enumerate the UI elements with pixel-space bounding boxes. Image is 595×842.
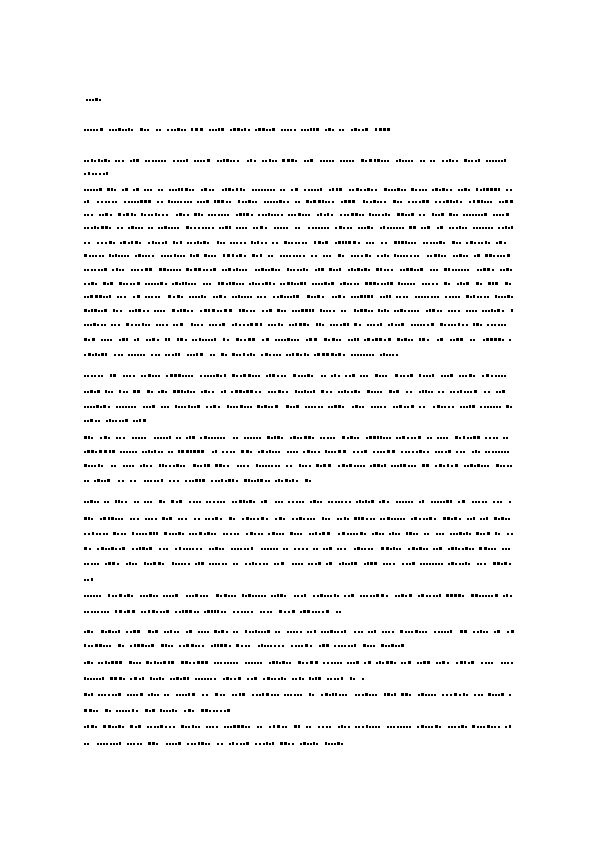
text-line	[86, 98, 101, 101]
text-line	[84, 405, 512, 408]
text-line	[84, 725, 511, 728]
text-line	[84, 610, 341, 613]
text-line	[84, 677, 364, 680]
text-line	[84, 709, 230, 712]
text-line	[84, 661, 513, 664]
text-line	[84, 338, 511, 341]
text-line	[84, 309, 513, 312]
text-line	[84, 172, 108, 175]
text-line	[84, 464, 512, 467]
text-line	[84, 188, 512, 191]
text-line	[84, 282, 511, 285]
text-line	[84, 213, 509, 216]
text-line	[84, 742, 343, 745]
text-line	[84, 200, 513, 203]
text-line	[84, 562, 511, 565]
text-line	[84, 159, 506, 162]
text-line	[84, 517, 510, 520]
text-line	[84, 226, 513, 229]
text-line	[84, 479, 311, 482]
text-line	[84, 295, 513, 298]
text-line	[84, 254, 510, 257]
text-line	[84, 436, 508, 439]
text-line	[84, 390, 505, 393]
text-line	[84, 532, 513, 535]
text-line	[84, 450, 509, 453]
text-line	[84, 241, 506, 244]
text-line	[84, 630, 514, 633]
text-line	[84, 500, 511, 503]
text-line	[84, 353, 398, 356]
text-line	[84, 419, 146, 422]
text-line	[84, 268, 512, 271]
text-line	[84, 547, 510, 550]
text-line	[84, 323, 506, 326]
text-line	[84, 644, 404, 647]
text-line	[84, 594, 512, 597]
text-line	[84, 128, 390, 131]
text-line	[84, 693, 511, 696]
text-line	[84, 374, 506, 377]
text-line	[84, 578, 93, 581]
